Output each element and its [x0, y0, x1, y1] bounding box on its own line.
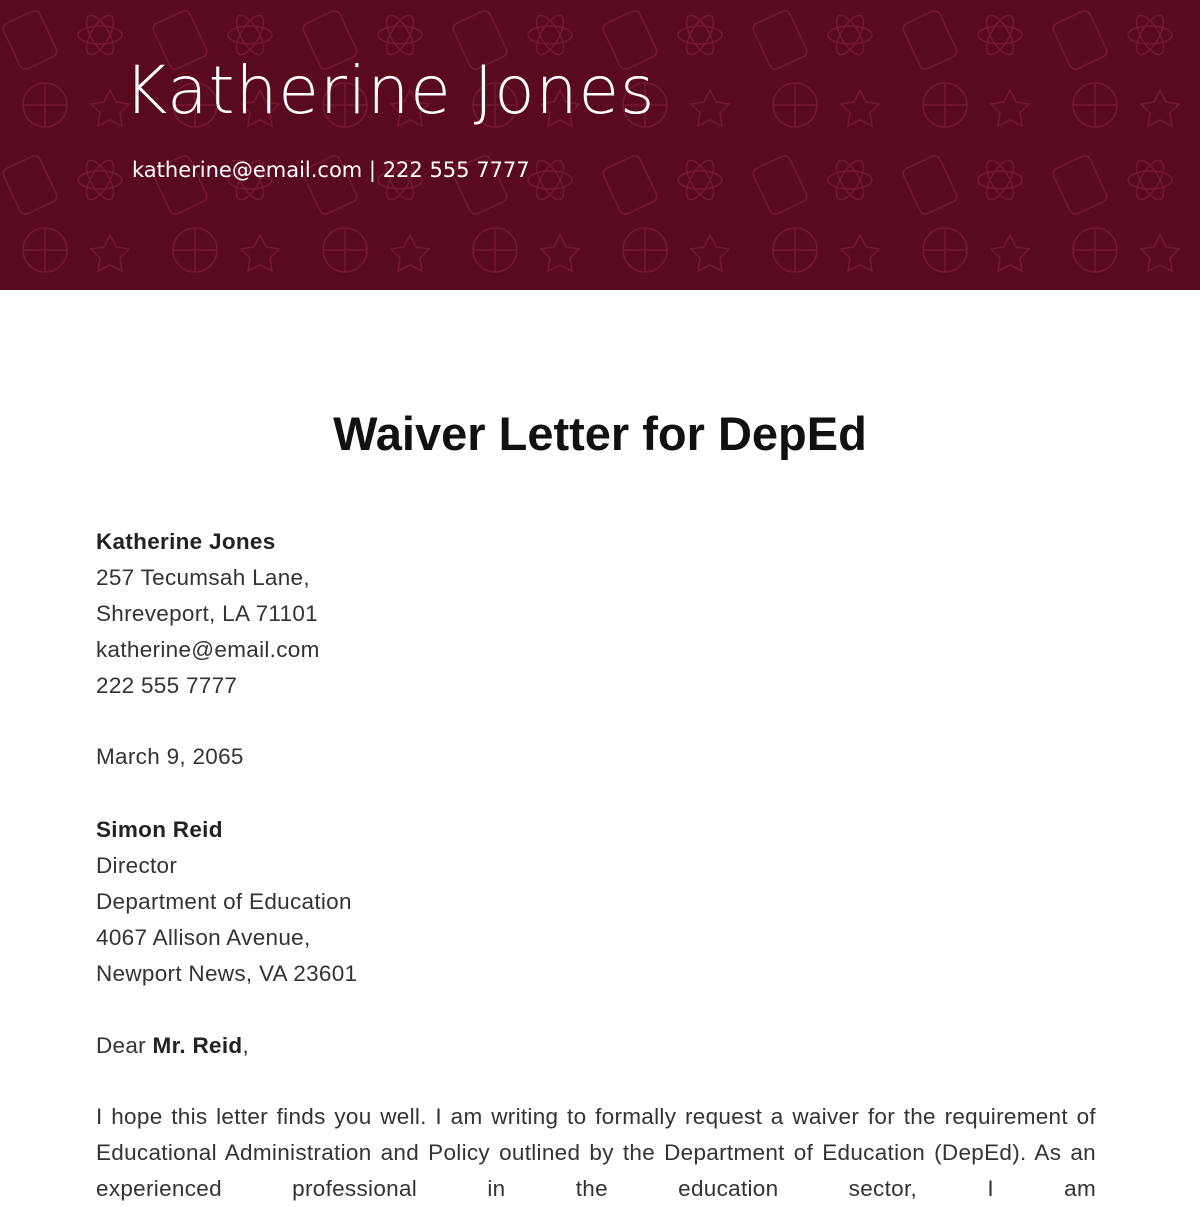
header-name: Katherine Jones	[124, 52, 656, 129]
salutation-suffix: ,	[242, 1033, 250, 1058]
recipient-name: Simon Reid	[96, 817, 223, 842]
sender-name: Katherine Jones	[96, 529, 276, 554]
recipient-city: Newport News, VA 23601	[96, 961, 358, 986]
salutation-name: Mr. Reid	[152, 1033, 243, 1058]
body-paragraph: I hope this letter finds you well. I am writing to formally request a waiver for the requirement of Educational Administration and Policy outlined by the Department of Education (DepEd). As an experienced professional in the education sector, I am	[96, 1104, 1096, 1201]
sender-email: katherine@email.com	[96, 637, 320, 662]
salutation-prefix: Dear	[96, 1033, 153, 1058]
recipient-address	[96, 812, 357, 992]
salutation	[96, 1028, 249, 1064]
header-contact: katherine@email.com | 222 555 7777	[132, 158, 530, 182]
recipient-position: Director	[96, 853, 178, 878]
sender-street: 257 Tecumsah Lane,	[96, 565, 310, 590]
page-title: Waiver Letter for DepEd	[333, 407, 867, 460]
sender-address	[96, 524, 320, 704]
sender-city: Shreveport, LA 71101	[96, 601, 318, 626]
letter-date: March 9, 2065	[96, 744, 244, 769]
letterhead-banner	[0, 0, 1200, 290]
recipient-org: Department of Education	[96, 889, 352, 914]
recipient-street: 4067 Allison Avenue,	[96, 925, 311, 950]
sender-phone: 222 555 7777	[96, 673, 238, 698]
education-pattern-background	[0, 0, 1200, 290]
